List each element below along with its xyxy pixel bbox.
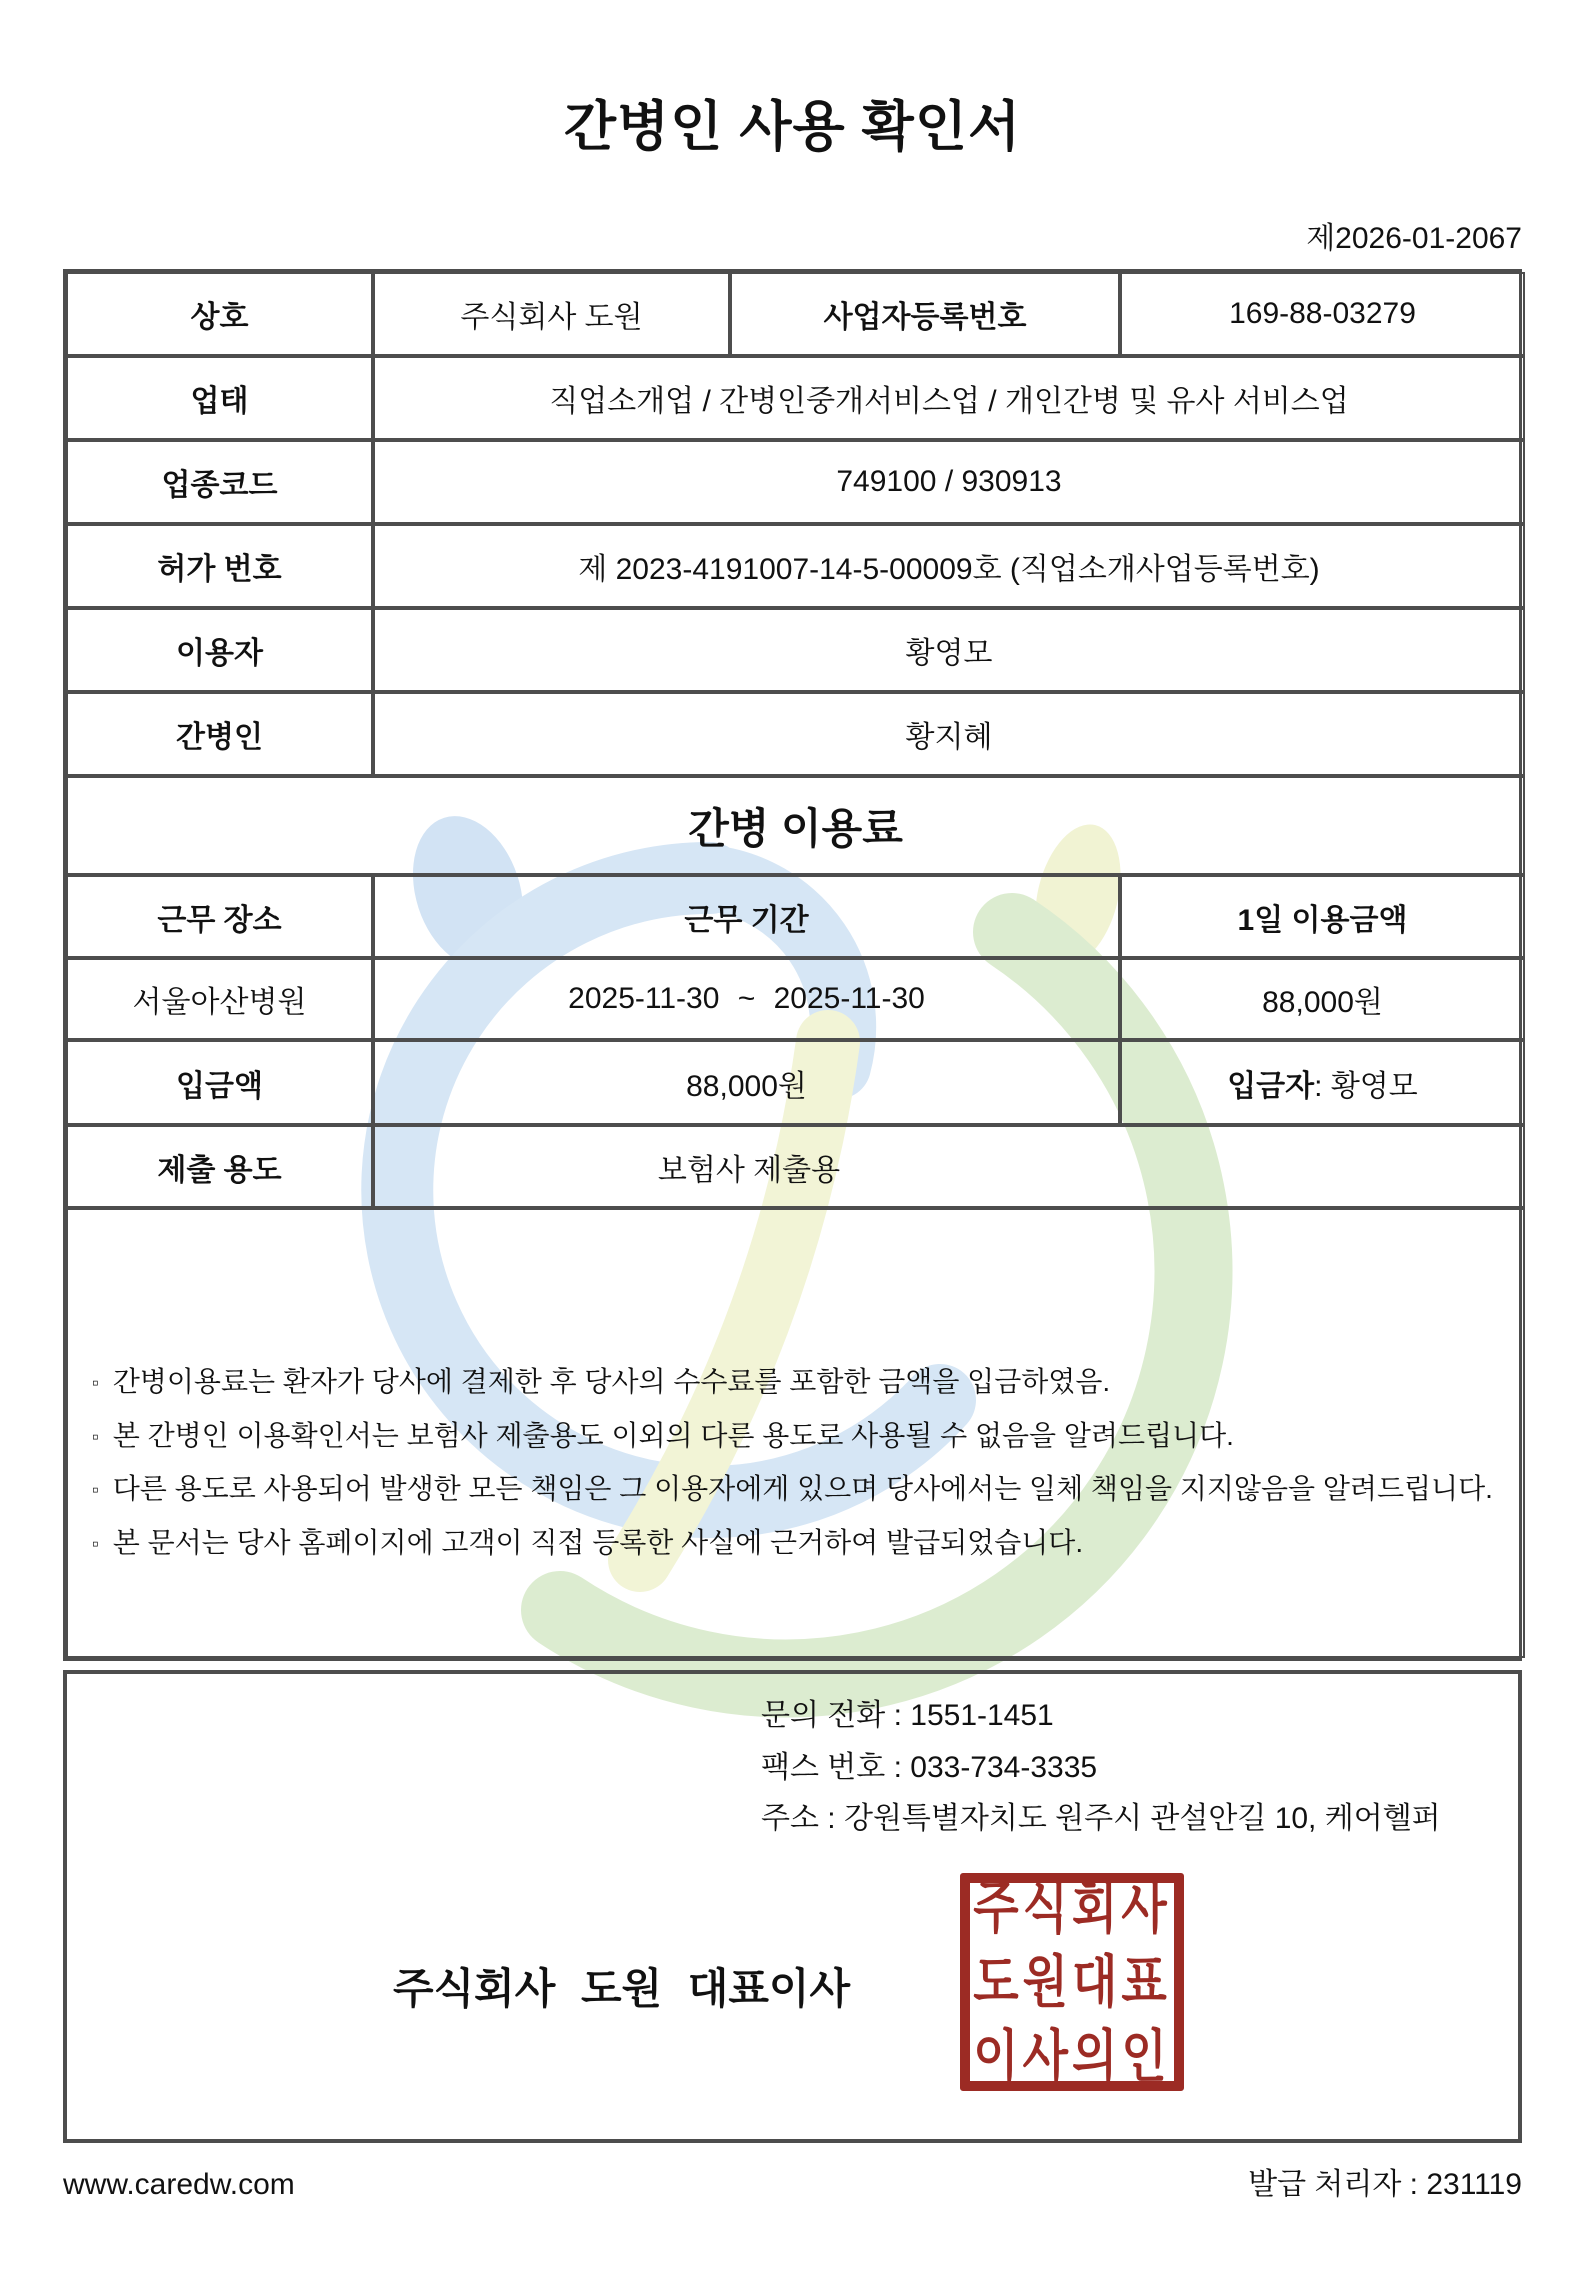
- business-type-label: 업태: [66, 356, 373, 440]
- phone-line: 문의 전화 : 1551-1451: [761, 1699, 1054, 1732]
- website-url: www.caredw.com: [63, 2168, 295, 2201]
- user-label: 이용자: [66, 608, 373, 692]
- seal-line: 주식회사: [973, 1875, 1171, 1939]
- page-title: 간병인 사용 확인서: [563, 97, 1022, 157]
- square-bullet-icon: ▫: [92, 1480, 99, 1501]
- corporate-seal-stamp: [960, 1873, 1184, 2091]
- square-bullet-icon: ▫: [92, 1373, 99, 1394]
- depositor-label: 입금자: [1227, 1069, 1315, 1103]
- document-number: 제2026-01-2067: [1306, 222, 1522, 255]
- fax-line: 팩스 번호 : 033-734-3335: [761, 1750, 1098, 1784]
- deposit-amount-label: 입금액: [66, 1040, 373, 1125]
- square-bullet-icon: ▫: [92, 1426, 99, 1448]
- user-value: 황영모: [373, 608, 1525, 692]
- notes-section: [66, 1208, 1525, 1658]
- square-bullet-icon: ▫: [92, 1533, 99, 1555]
- company-signature-text: 주식회사 도원 대표이사: [393, 1965, 851, 2012]
- work-place-header: 근무 장소: [66, 875, 373, 958]
- page-footer: [63, 2159, 1522, 2203]
- purpose-label: 제출 용도: [66, 1125, 373, 1208]
- note-text: 본 문서는 당사 홈페이지에 고객이 직접 등록한 사실에 근거하여 발급되었습니다.: [112, 1526, 1084, 1558]
- address-line: 주소 : 강원특별자치도 원주시 관설안길 10, 케어헬퍼: [761, 1802, 1441, 1835]
- contact-signature-box: [63, 1670, 1522, 2143]
- work-period-header: 근무 기간: [373, 875, 1120, 958]
- seal-text: [973, 1870, 1171, 2093]
- caregiver-label: 간병인: [66, 692, 373, 776]
- business-reg-no-value: 169-88-03279: [1120, 272, 1525, 356]
- note-text: 간병이용료는 환자가 당사에 결제한 후 당사의 수수료를 포함한 금액을 입금하였음.: [112, 1366, 1111, 1397]
- note-item: [82, 1517, 1503, 1571]
- license-no-label: 허가 번호: [66, 524, 373, 608]
- purpose-value: 보험사 제출용: [373, 1125, 1525, 1208]
- seal-line: 이사의인: [973, 2024, 1171, 2088]
- company-name-label: 상호: [66, 272, 373, 356]
- deposit-amount-value: 88,000원: [373, 1040, 1120, 1125]
- document: [63, 0, 1522, 2203]
- note-text: 본 간병인 이용확인서는 보험사 제출용도 이외의 다른 용도로 사용될 수 없음을 알려드립니다.: [112, 1419, 1234, 1451]
- license-no-value: 제 2023-4191007-14-5-00009호 (직업소개사업등록번호): [373, 524, 1525, 608]
- industry-code-value: 749100 / 930913: [373, 440, 1525, 524]
- business-type-value: 직업소개업 / 간병인중개서비스업 / 개인간병 및 유사 서비스업: [373, 356, 1525, 440]
- caregiver-value: 황지혜: [373, 692, 1525, 776]
- contact-info: [761, 1690, 1441, 1845]
- daily-fee-header: 1일 이용금액: [1120, 875, 1525, 958]
- depositor-cell: [1120, 1040, 1525, 1125]
- note-item: [82, 1463, 1503, 1517]
- note-item: [82, 1356, 1503, 1410]
- note-item: [82, 1410, 1503, 1464]
- work-place-value: 서울아산병원: [66, 958, 373, 1040]
- industry-code-label: 업종코드: [66, 440, 373, 524]
- note-text: 다른 용도로 사용되어 발생한 모든 책임은 그 이용자에게 있으며 당사에서는 일체 책임을 지지않음을 알려드립니다.: [112, 1473, 1493, 1504]
- depositor-value: : 황영모: [1314, 1069, 1418, 1103]
- work-period-value: 2025-11-30 ~ 2025-11-30: [373, 958, 1120, 1040]
- business-reg-no-label: 사업자등록번호: [730, 272, 1120, 356]
- main-table: [63, 269, 1522, 1661]
- fee-section-title: 간병 이용료: [66, 776, 1525, 875]
- seal-line: 도원대표: [973, 1949, 1171, 2014]
- company-name-value: 주식회사 도원: [373, 272, 730, 356]
- issuer-id: 발급 처리자 : 231119: [1248, 2168, 1522, 2201]
- daily-fee-value: 88,000원: [1120, 958, 1525, 1040]
